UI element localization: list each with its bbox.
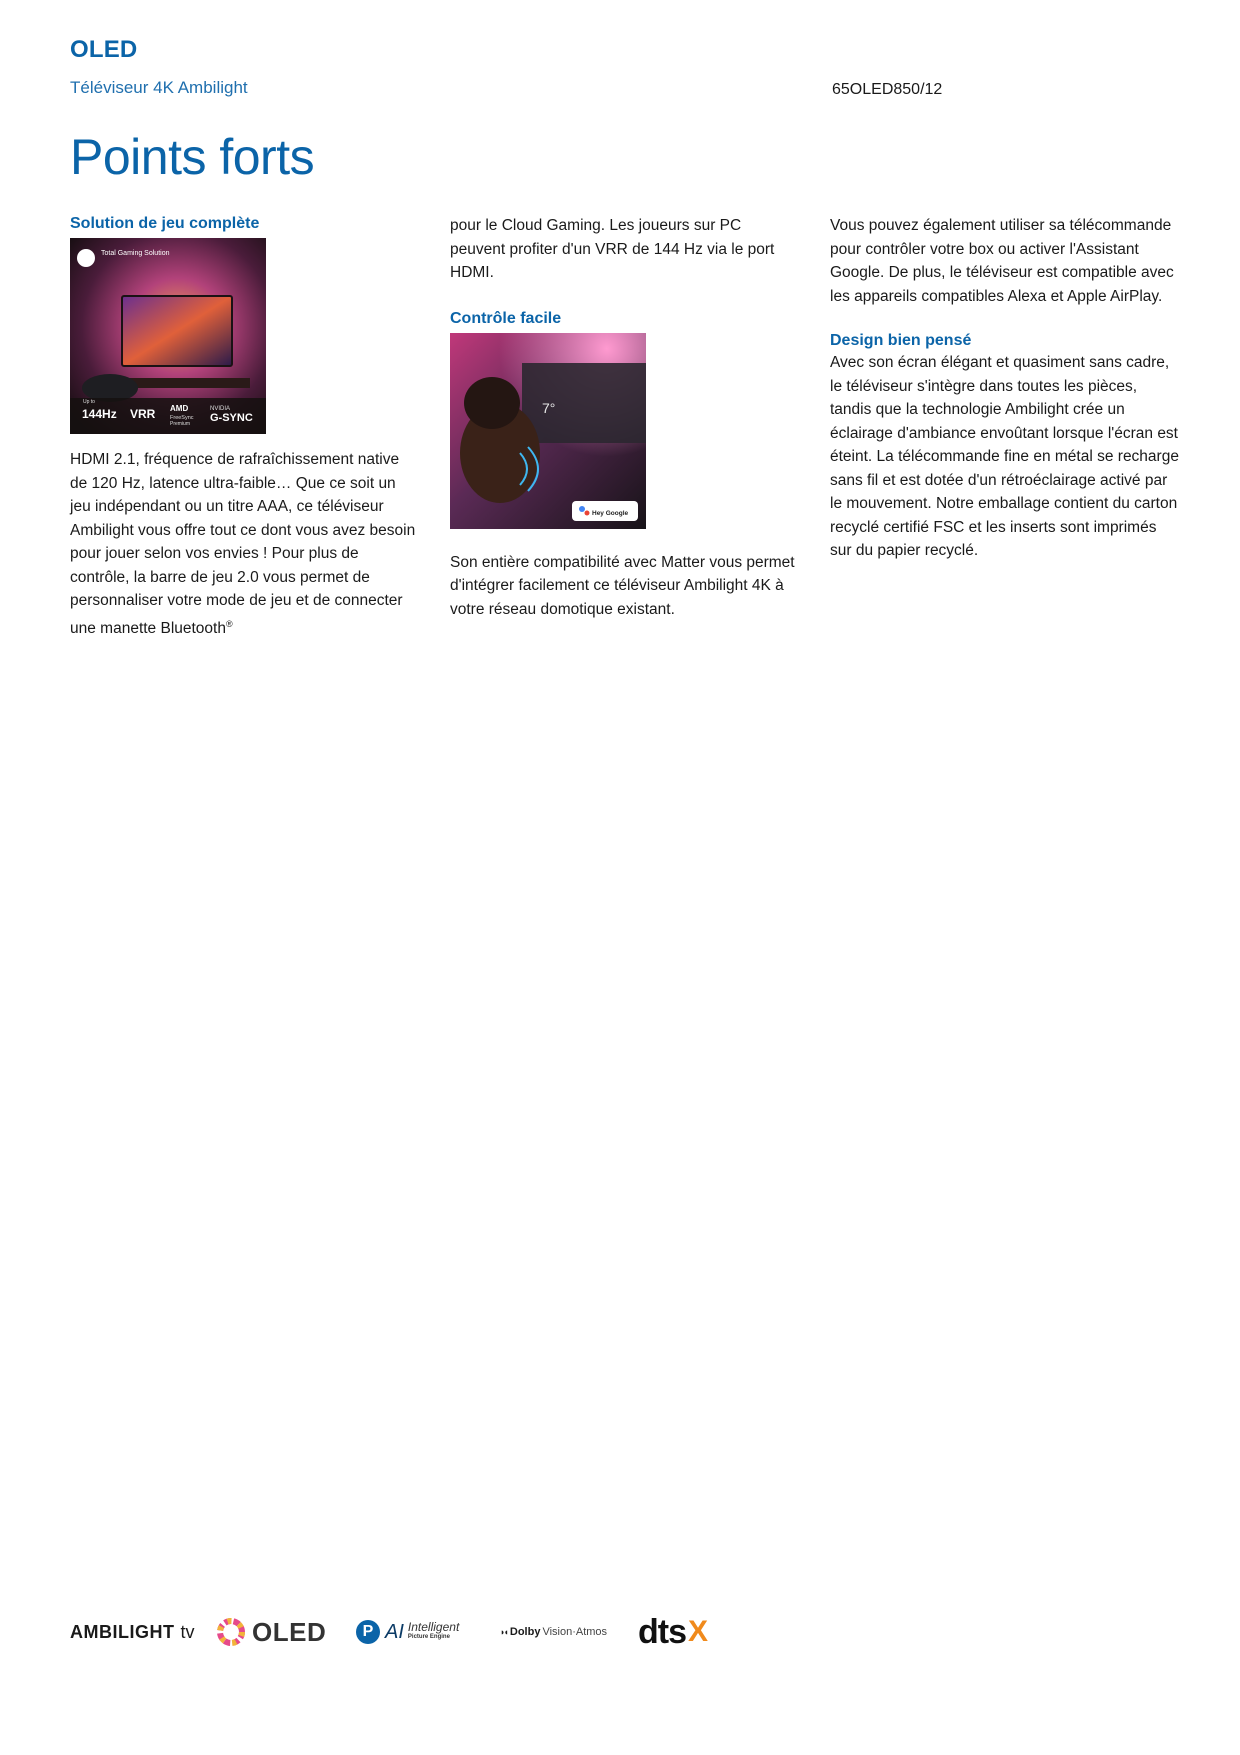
section-body-design: Avec son écran élégant et quasiment sans cadre, le téléviseur s'intègre dans toutes les pièces, tandis que la technologie Ambilight crée un éclairage d'ambiance envoûtant lorsque l'écran est éteint. La télécommande fine en métal se recharge sans fil et est dotée d'un rétroéclairage activé par le mouvement. Notre emballage contient du carton recyclé certifié FSC et les inserts sont imprimés sur du papier recyclé.: [830, 354, 1179, 559]
model-number: 65OLED850/12: [832, 81, 943, 98]
gaming-image: [70, 238, 266, 434]
section-heading-control: Contrôle facile: [450, 309, 562, 327]
hey-google-badge: Hey Google: [592, 509, 629, 517]
weather-temp: 7°: [542, 399, 556, 416]
section-continuation-gaming: pour le Cloud Gaming. Les joueurs sur PC peuvent profiter d'un VRR de 144 Hz via le port HDMI.: [450, 217, 775, 281]
column-3: [830, 214, 1180, 563]
feature-vrr: VRR: [130, 407, 156, 421]
feature-144hz: 144Hz: [82, 407, 117, 421]
gamepad-icon: [77, 249, 95, 267]
ai-p-icon: P: [356, 1620, 380, 1644]
section-heading-design: Design bien pensé: [830, 332, 972, 349]
page-title: Points forts: [70, 129, 315, 185]
section-continuation-control: Vous pouvez également utiliser sa télécommande pour contrôler votre box ou activer l'Assistant Google. De plus, le téléviseur est compatible avec les appareils compatibles Alexa et Apple AirPlay.: [830, 217, 1174, 305]
section-heading-gaming: Solution de jeu complète: [70, 215, 260, 232]
feature-upto: Up to: [83, 399, 95, 405]
oled-logo: OLED: [216, 1608, 326, 1656]
column-1: [70, 214, 420, 640]
feature-premium: Premium: [170, 421, 191, 427]
feature-amd: AMD: [170, 404, 189, 413]
dtsx-logo: dts X: [638, 1612, 709, 1651]
column-2: [450, 214, 800, 621]
ambilight-logo: AMBILIGHT tv: [70, 1621, 195, 1642]
feature-freesync: FreeSync: [170, 415, 194, 421]
google-assistant-icon: [579, 506, 585, 512]
dolby-icon: ◗◖: [500, 1627, 507, 1637]
ai-picture-engine-logo: P AI Intelligent Picture Engine: [356, 1608, 459, 1656]
brand-title: OLED: [70, 36, 138, 63]
section-body-gaming: HDMI 2.1, fréquence de rafraîchissement native de 120 Hz, latence ultra-faible… Que ce soit un jeu indépendant ou un titre AAA, ce téléviseur Ambilight vous offre tout ce dont vous avez besoin pour jouer selon vos envies ! Pour plus de contrôle, la barre de jeu 2.0 vous permet de personnaliser votre mode de jeu et de connecter une manette Bluetooth®: [70, 451, 416, 637]
section-body-control: Son entière compatibilité avec Matter vous permet d'intégrer facilement ce téléviseur Ambilight 4K à votre réseau domotique existant.: [450, 553, 795, 618]
oled-ring-icon: [216, 1617, 246, 1647]
feature-nvidia: NVIDIA: [210, 406, 231, 412]
image-badge-text: Total Gaming Solution: [101, 250, 170, 257]
feature-gsync: G-SYNC: [210, 412, 253, 424]
dolby-logo: ◗◖ Dolby Vision·Atmos: [500, 1626, 608, 1638]
product-subtitle: Téléviseur 4K Ambilight: [70, 78, 248, 97]
control-image: [450, 333, 646, 529]
